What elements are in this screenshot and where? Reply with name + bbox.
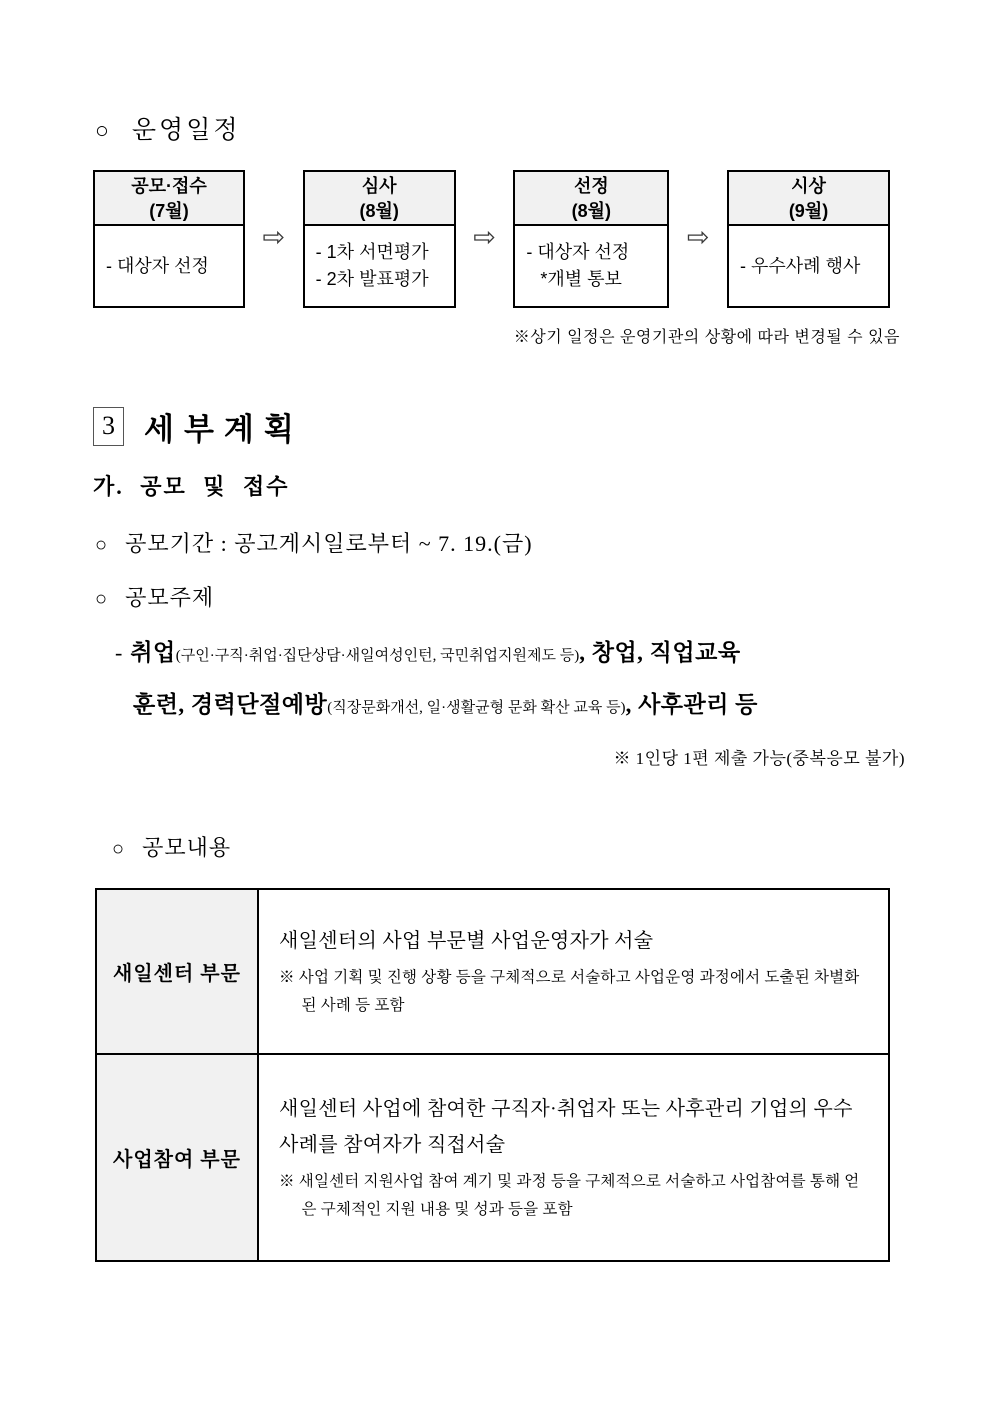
period-text: 공모기간 : 공고게시일로부터 ~ 7. 19.(금) (125, 531, 533, 556)
flow-step-title: 공모·접수 (131, 176, 207, 196)
flow-step-select-body (515, 226, 667, 306)
topic-term: 취업 (130, 640, 176, 665)
flow-step-select-header (515, 172, 667, 226)
schedule-flowchart (93, 170, 890, 308)
content-heading-text: 공모내용 (142, 835, 232, 860)
content-table (95, 888, 890, 1262)
table-row (96, 889, 889, 1054)
flow-step-item: - 2차 발표평가 (315, 269, 429, 289)
topic-term: , 창업, 직업교육 (579, 640, 741, 665)
schedule-change-note: ※상기 일정은 운영기관의 상황에 따라 변경될 수 있음 (513, 329, 900, 346)
flow-step-item: - 대상자 선정 (106, 255, 209, 276)
topic-term: , 사후관리 등 (625, 692, 758, 717)
topic-line-1 (115, 634, 741, 667)
period-line (95, 527, 533, 558)
flow-step-month: (7월) (149, 201, 189, 221)
flow-step-month: (9월) (788, 201, 829, 221)
flow-step-award (727, 170, 890, 308)
flow-step-apply-body (95, 226, 243, 306)
topic-heading-text: 공모주제 (125, 585, 215, 610)
row-content-saeil-center (258, 889, 889, 1054)
content-heading-line (112, 831, 231, 862)
topic-line-2 (133, 686, 758, 719)
schedule-heading (95, 110, 241, 146)
circle-bullet-icon: ○ (95, 588, 109, 610)
flow-step-title: 선정 (573, 176, 609, 196)
submission-limit-note: ※ 1인당 1편 제출 가능(중복응모 불가) (613, 749, 905, 768)
flow-step-select (513, 170, 669, 308)
topic-term: 훈련, 경력단절예방 (133, 692, 328, 717)
dash-bullet: - (115, 640, 123, 665)
right-arrow-icon: ⇨ (473, 221, 496, 252)
flow-step-item: - 대상자 선정 (526, 242, 630, 262)
right-arrow-icon: ⇨ (686, 221, 710, 252)
row-note-text: ※ 사업 기획 및 진행 상황 등을 구체적으로 서술하고 사업운영 과정에서 도출된 차별화된 사례 등 포함 (279, 969, 860, 1014)
flow-step-item: - 1차 서면평가 (315, 242, 429, 262)
section-title: 세부계획 (144, 412, 304, 447)
row-main-text: 새일센터 사업에 참여한 구직자·취업자 또는 사후관리 기업의 우수 사례를 참여자가 직접서술 (279, 1098, 853, 1156)
topic-term-detail: (구인·구직·취업·집단상담·새일여성인턴, 국민취업지원제도 등) (175, 648, 580, 664)
flow-step-item: *개별 통보 (540, 269, 622, 289)
circle-bullet-icon: ○ (112, 838, 126, 860)
right-arrow-icon: ⇨ (262, 221, 286, 252)
flow-step-title: 심사 (361, 176, 397, 196)
flow-step-award-body (729, 226, 888, 306)
table-row (96, 1054, 889, 1261)
row-main-text: 새일센터의 사업 부문별 사업운영자가 서술 (279, 930, 654, 952)
flow-step-apply (93, 170, 245, 308)
flow-step-review-body (305, 226, 454, 306)
flow-step-apply-header (95, 172, 243, 226)
flow-step-review-header (305, 172, 454, 226)
flow-step-award-header (729, 172, 888, 226)
topic-term-detail: (직장문화개선, 일·생활균형 문화 확산 교육 등) (327, 700, 626, 716)
section-heading (93, 404, 304, 449)
topic-heading-line (95, 581, 214, 612)
flow-step-month: (8월) (571, 201, 612, 221)
row-note-text: ※ 새일센터 지원사업 참여 계기 및 과정 등을 구체적으로 서술하고 사업참여를 통해 얻은 구체적인 지원 내용 및 성과 등을 포함 (279, 1173, 860, 1218)
circle-bullet-icon: ○ (95, 534, 109, 556)
flow-step-month: (8월) (359, 201, 399, 221)
row-content-participation (258, 1054, 889, 1261)
row-label-saeil-center: 새일센터 부문 (96, 889, 258, 1054)
flow-step-item: - 우수사례 행사 (740, 255, 861, 276)
section-number-box: 3 (93, 407, 124, 446)
subsection-heading: 가. 공모 및 접수 (93, 474, 290, 499)
flow-step-review (303, 170, 456, 308)
circle-bullet-icon: ○ (95, 118, 112, 143)
row-label-participation: 사업참여 부문 (96, 1054, 258, 1261)
schedule-heading-label: 운영일정 (131, 117, 241, 144)
flow-step-title: 시상 (791, 176, 826, 196)
